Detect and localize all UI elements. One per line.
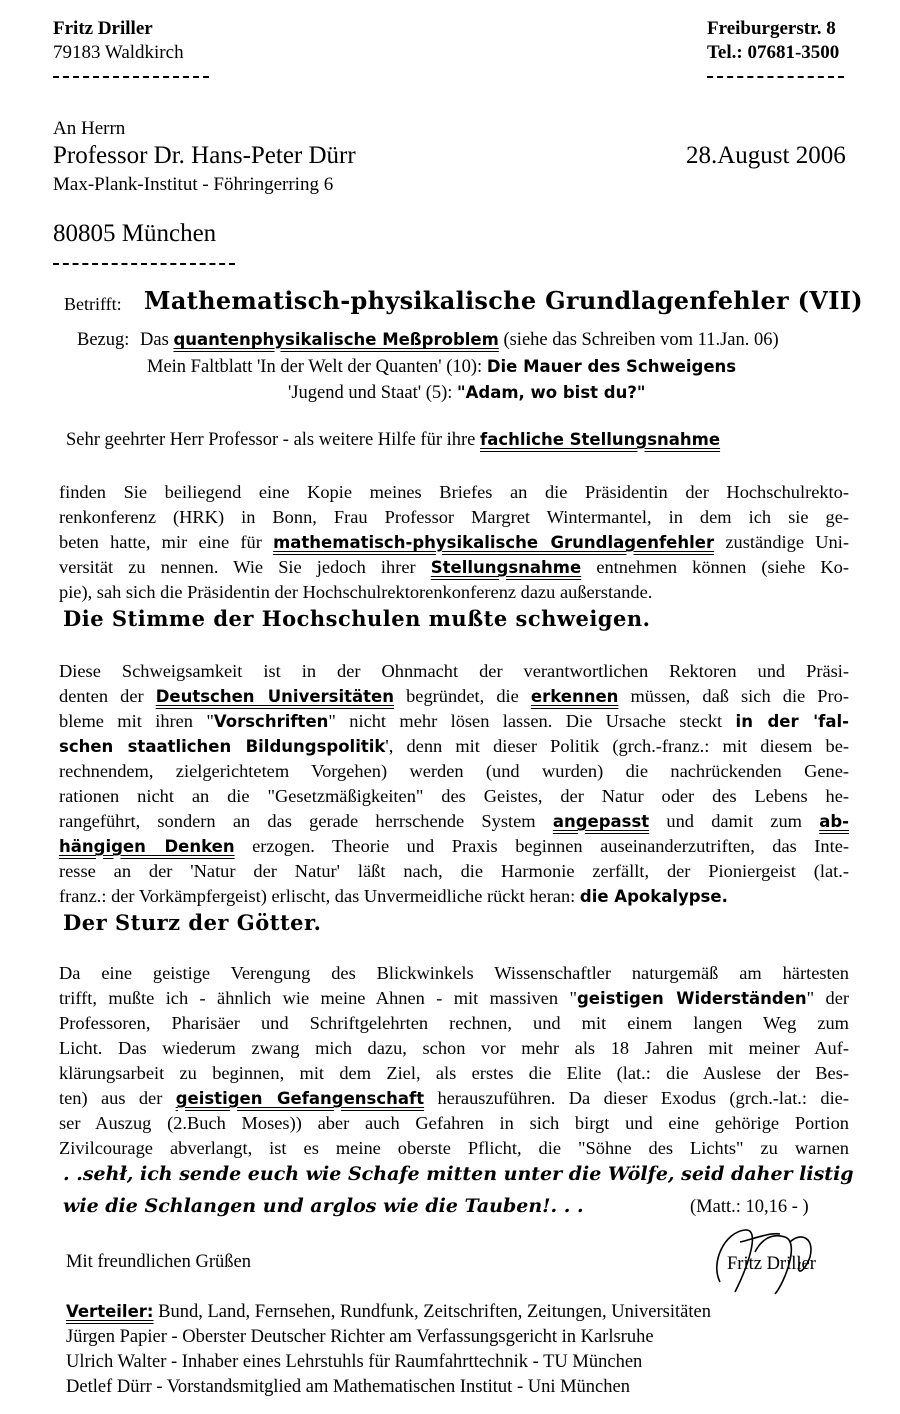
bible-quote-line-2: wie die Schlangen und arglos wie die Tauben!. . . — [63, 1195, 584, 1217]
reference-3-prefix: 'Jugend und Staat' (5): — [288, 383, 453, 403]
p2-line-5: rechnendem, zielgerichtetem Vorgehen) werden (und wurden) die nachrückenden Gene- — [59, 761, 849, 781]
distribution-label: Verteiler: — [66, 1302, 154, 1321]
subject-title: Mathematisch-physikalische Grundlagenfehler (VII) — [144, 286, 863, 315]
reference-line-1 — [77, 330, 779, 351]
heading-sturz: Der Sturz der Götter. — [63, 910, 322, 935]
bible-reference: (Matt.: 10,16 - ) — [690, 1197, 809, 1217]
p2-line-7: rangeführt, sondern an das gerade herrschende System angepasst und damit zum ab- — [59, 811, 849, 831]
reference-label: Bezug: — [77, 330, 130, 350]
contact-divider — [707, 76, 844, 78]
recipient-institute: Max-Plank-Institut - Föhringerring 6 — [53, 174, 334, 195]
sender-street: Freiburgerstr. 8 — [707, 18, 836, 39]
reference-3-bold: "Adam, wo bist du?" — [457, 383, 646, 402]
p2-line-9: resse an der 'Natur der Natur' läßt nach, die Harmonie zerfällt, der Pioniergeist (lat.- — [59, 861, 849, 881]
reference-prefix: Das — [140, 330, 169, 350]
distribution-line-1: Verteiler: Bund, Land, Fernsehen, Rundfunk, Zeitschriften, Zeitungen, Universitäten — [66, 1302, 711, 1322]
p2-line-6: rationen nicht an die "Gesetzmäßigkeiten" des Geistes, der Natur oder des Lebens he- — [59, 786, 849, 806]
p3-line-7: ser Auszug (2.Buch Moses)) aber auch Gefahren in sich birgt und eine gehörige Portion — [59, 1113, 849, 1133]
p1-line-5: pie), sah sich die Präsidentin der Hochschulrektorenkonferenz dazu außerstande. — [59, 582, 653, 602]
p3-line-1: Da eine geistige Verengung des Blickwinkels Wissenschaftler naturgemäß am härtesten — [59, 963, 849, 983]
p3-line-4: Licht. Das wiederum zwang mich dazu, schon vor mehr als 18 Jahren mit meiner Auf- — [59, 1038, 849, 1058]
p3-line-6: ten) aus der geistigen Gefangenschaft herauszuführen. Da dieser Exodus (grch.-lat.: die- — [59, 1088, 849, 1108]
recipient-salutation: An Herrn — [53, 118, 126, 139]
p3-line-2: trifft, mußte ich - ähnlich wie meine Ahnen - mit massiven "geistigen Widerständen" der — [59, 988, 849, 1008]
distribution-line-3: Ulrich Walter - Inhaber eines Lehrstuhls für Raumfahrttechnik - TU München — [66, 1352, 643, 1372]
bible-quote-line-1: . .sehł, ich sende euch wie Schafe mitten unter die Wölfe, seid daher listig — [63, 1163, 854, 1185]
subject-label: Betrifft: — [64, 294, 122, 314]
p3-line-5: klärungsarbeit zu beginnen, mit dem Ziel, als erstes die Elite (lat.: die Auslese der Bes- — [59, 1063, 849, 1083]
distribution-line-2: Jürgen Papier - Oberster Deutscher Richter am Verfassungsgericht in Karlsruhe — [66, 1327, 654, 1347]
sender-city: 79183 Waldkirch — [53, 42, 184, 63]
signature-scribble — [690, 1222, 850, 1302]
p2-line-4: schen staatlichen Bildungspolitik', denn mit dieser Politik (grch.-franz.: mit diesem be- — [59, 736, 850, 756]
signature-name: Fritz Driller — [727, 1254, 816, 1274]
p2-line-8: hängigen Denken erzogen. Theorie und Praxis beginnen auseinanderzutriften, das Inte- — [59, 836, 849, 856]
p1-line-2: renkonferenz (HRK) in Bonn, Frau Professor Margret Wintermantel, in dem ich sie ge- — [59, 507, 849, 527]
distribution-line-4: Detlef Dürr - Vorstandsmitglied am Mathematischen Institut - Uni München — [66, 1377, 630, 1397]
p2-line-2: denten der Deutschen Universitäten begründet, die erkennen müssen, daß sich die Pro- — [59, 686, 849, 706]
p1-line-4: versität zu nennen. Wie Sie jedoch ihrer Stellungsnahme entnehmen können (siehe Ko- — [59, 557, 849, 577]
recipient-city: 80805 München — [53, 220, 217, 247]
greeting-text: Sehr geehrter Herr Professor - als weitere Hilfe für ihre — [66, 430, 476, 450]
p1-line-3: beten hatte, mir eine für mathematisch-physikalische Grundlagenfehler zuständige Uni- — [59, 532, 849, 552]
reference-line-2 — [147, 357, 736, 378]
letter-date: 28.August 2006 — [686, 142, 846, 169]
p2-line-3: bleme mit ihren "Vorschriften" nicht mehr lösen lassen. Die Ursache steckt in der 'fal- — [59, 711, 850, 731]
recipient-divider — [53, 263, 235, 265]
heading-stimme: Die Stimme der Hochschulen mußte schweigen. — [63, 606, 651, 631]
p3-line-8: Zivilcourage abverlangt, ist es meine oberste Pflicht, die "Söhne des Lichts" zu warnen — [59, 1138, 849, 1158]
reference-suffix: (siehe das Schreiben vom 11.Jan. 06) — [503, 330, 779, 350]
p1-line-1: finden Sie beiliegend eine Kopie meines Briefes an die Präsidentin der Hochschulrekto- — [59, 482, 849, 502]
reference-2-bold: Die Mauer des Schweigens — [486, 357, 737, 376]
recipient-name: Professor Dr. Hans-Peter Dürr — [53, 142, 356, 169]
reference-line-3 — [288, 383, 646, 404]
sender-phone: Tel.: 07681-3500 — [707, 42, 840, 63]
p2-line-1: Diese Schweigsamkeit ist in der Ohnmacht der verantwortlichen Rektoren und Präsi- — [59, 661, 849, 681]
sender-name: Fritz Driller — [53, 18, 153, 39]
reference-2-prefix: Mein Faltblatt 'In der Welt der Quanten' (10): — [147, 357, 483, 377]
closing-text: Mit freundlichen Grüßen — [66, 1252, 251, 1272]
sender-divider — [53, 76, 209, 78]
greeting-underlined: fachliche Stellungsnahme — [480, 430, 721, 449]
reference-link: quantenphysikalische Meßproblem — [173, 330, 499, 349]
greeting — [66, 430, 720, 451]
p3-line-3: Professoren, Pharisäer und Schriftgelehrten rechnen, und mit einem langen Weg zum — [59, 1013, 849, 1033]
p2-line-10: franz.: der Vorkämpfergeist) erlischt, das Unvermeidliche rückt heran: die Apokalypse. — [59, 886, 728, 906]
